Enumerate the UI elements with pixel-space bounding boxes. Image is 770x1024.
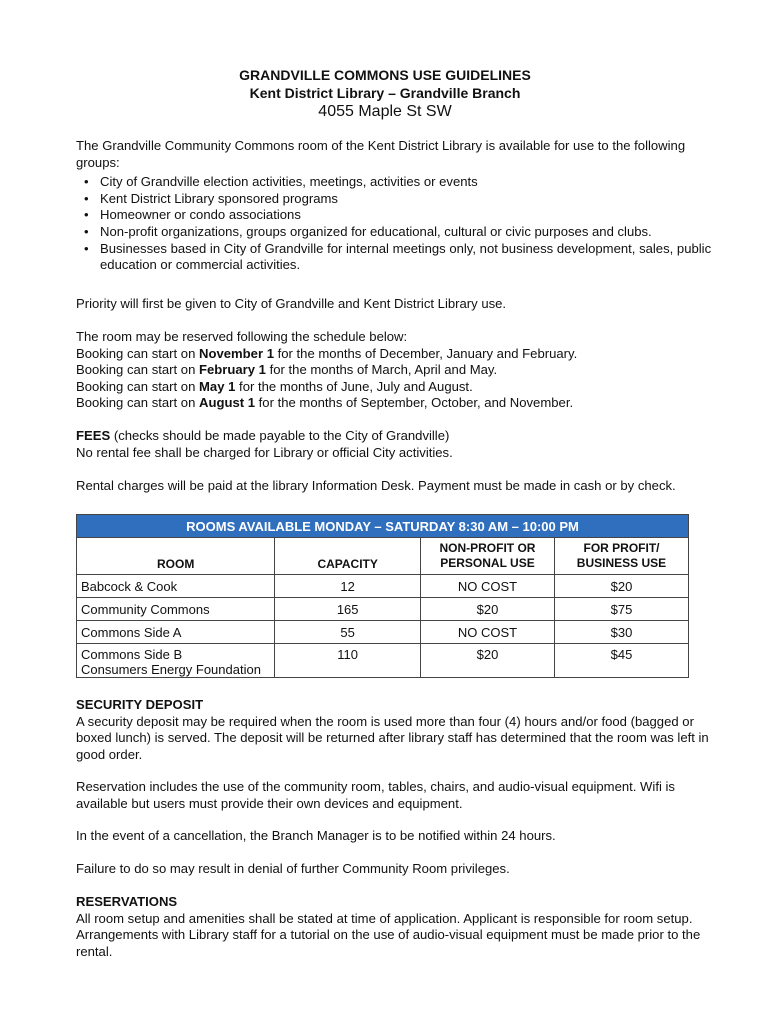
priority-paragraph: Priority will first be given to City of Grandville and Kent District Library use. [76,296,507,311]
list-item: • City of Grandville election activities, meetings, activities or events [84,174,478,190]
fees-line: FEES (checks should be made payable to the City of Grandville) [76,428,450,443]
bullet-icon: • [84,240,89,256]
forprofit-rate: $30 [554,621,688,644]
room-capacity: 12 [275,575,421,598]
payment-paragraph: Rental charges will be paid at the library Information Desk. Payment must be made in cash or by check. [76,478,676,493]
nonprofit-rate: $20 [420,644,554,678]
list-item: • Homeowner or condo associations [84,207,301,223]
header-capacity: CAPACITY [275,538,421,575]
room-name: Commons Side A [77,621,275,644]
table-header-row [77,538,689,575]
room-sponsor: Consumers Energy Foundation [81,662,261,677]
bullet-icon: • [84,174,89,190]
security-heading: SECURITY DEPOSIT [76,697,204,712]
header-room: ROOM [77,538,275,575]
document-header [0,66,770,122]
table-row [77,644,689,678]
reservations-heading: RESERVATIONS [76,894,178,909]
reservation-includes-paragraph: Reservation includes the use of the community room, tables, chairs, and audio-visual equipment. Wifi is available but users must provide their own devices and equipment. [76,779,675,811]
schedule-line: Booking can start on November 1 for the months of December, January and February. [76,345,578,361]
bullet-icon: • [84,207,89,223]
forprofit-rate: $75 [554,598,688,621]
intro-section [76,138,716,274]
table-row [77,621,689,644]
schedule-line: Booking can start on February 1 for the months of March, April and May. [76,362,498,378]
intro-paragraph: The Grandville Community Commons room of the Kent District Library is available for use to the following groups: [76,138,686,170]
failure-paragraph: Failure to do so may result in denial of further Community Room privileges. [76,861,510,876]
list-item: • Businesses based in City of Grandville for internal meetings only, not business development, sales, public education or commercial activities. [84,240,712,273]
document-subtitle: Kent District Library – Grandville Branch [249,85,521,101]
bullet-icon: • [84,190,89,206]
document-address: 4055 Maple St SW [318,103,452,120]
room-name: Community Commons [77,598,275,621]
security-text: A security deposit may be required when the room is used more than four (4) hours and/or food (bagged or boxed lunch) is served. The deposit will be returned after library staff has determined that the room was left in good order. [76,713,709,762]
security-deposit-section [76,697,716,763]
schedule-intro: The room may be reserved following the schedule below: [76,329,408,344]
eligible-groups-list [76,174,716,274]
room-capacity: 165 [275,598,421,621]
room-name: Babcock & Cook [77,575,275,598]
list-item: • Non-profit organizations, groups organized for educational, cultural or civic purposes and clubs. [84,223,652,239]
document-title: GRANDVILLE COMMONS USE GUIDELINES [239,67,531,83]
header-forprofit: FOR PROFIT/ BUSINESS USE [554,538,688,575]
table-row [77,575,689,598]
nonprofit-rate: $20 [420,598,554,621]
fees-no-charge: No rental fee shall be charged for Library or official City activities. [76,444,453,460]
reservations-section [76,894,716,960]
nonprofit-rate: NO COST [420,575,554,598]
table-banner: ROOMS AVAILABLE MONDAY – SATURDAY 8:30 AM – 10:00 PM [77,515,689,538]
reservations-text: All room setup and amenities shall be stated at time of application. Applicant is responsible for room setup. Arrangements with Library staff for a tutorial on the use of audio-visual equipment must be made prior to the rental. [76,910,701,959]
forprofit-rate: $20 [554,575,688,598]
list-item: • Kent District Library sponsored programs [84,190,338,206]
table-row [77,598,689,621]
forprofit-rate: $45 [554,644,688,678]
room-capacity: 110 [275,644,421,678]
schedule-line: Booking can start on May 1 for the months of June, July and August. [76,378,473,394]
room-rates-table [76,514,689,678]
room-name: Commons Side B Consumers Energy Foundation [77,644,275,678]
nonprofit-rate: NO COST [420,621,554,644]
schedule-section [76,329,716,412]
schedule-line: Booking can start on August 1 for the months of September, October, and November. [76,395,574,411]
cancellation-paragraph: In the event of a cancellation, the Branch Manager is to be notified within 24 hours. [76,828,556,843]
header-nonprofit: NON-PROFIT OR PERSONAL USE [420,538,554,575]
fees-section [76,428,716,461]
fees-label: FEES [76,428,111,443]
bullet-icon: • [84,223,89,239]
room-capacity: 55 [275,621,421,644]
